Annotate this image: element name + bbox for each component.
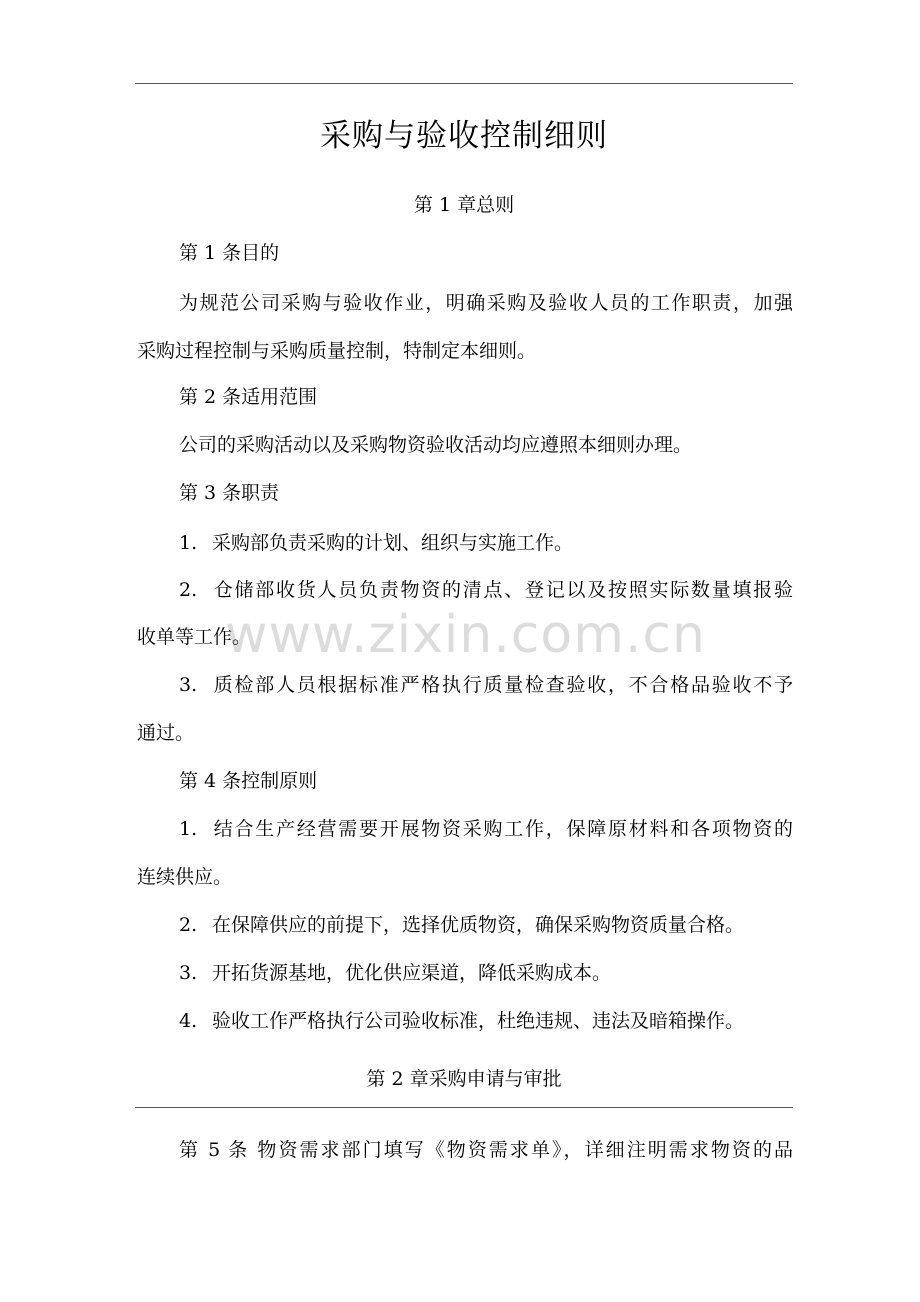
article-1-heading: 第 1 条目的 — [179, 242, 280, 264]
list-number: 4. — [179, 1010, 198, 1032]
article-4-item-4 — [179, 1007, 744, 1035]
list-number: 3. — [179, 674, 198, 696]
list-item-text: 仓储部收货人员负责物资的清点、登记以及按照实际数量填报验 — [212, 579, 793, 601]
article-3-item-2-cont: 收单等工作。 — [137, 626, 252, 648]
top-rule — [135, 83, 793, 84]
document-title: 采购与验收控制细则 — [320, 118, 608, 154]
article-1-line-2: 采购过程控制与采购质量控制，特制定本细则。 — [137, 340, 537, 362]
article-4-item-1-cont: 连续供应。 — [137, 866, 233, 888]
article-4-item-1 — [179, 815, 793, 843]
article-3-heading: 第 3 条职责 — [179, 482, 280, 504]
list-item-text: 开拓货源基地，优化供应渠道，降低采购成本。 — [212, 962, 612, 984]
chapter-2-heading: 第 2 章采购申请与审批 — [366, 1068, 562, 1090]
list-item-text: 结合生产经营需要开展物资采购工作，保障原材料和各项物资的 — [212, 818, 793, 840]
article-3-item-3 — [179, 671, 793, 699]
article-3-item-2 — [179, 576, 793, 604]
article-4-heading: 第 4 条控制原则 — [179, 770, 318, 792]
article-4-item-3 — [179, 959, 611, 987]
list-number: 1. — [179, 818, 198, 840]
article-3-item-1 — [179, 529, 573, 557]
list-item-text: 在保障供应的前提下，选择优质物资，确保采购物资质量合格。 — [212, 914, 745, 936]
list-item-text: 采购部负责采购的计划、组织与实施工作。 — [212, 532, 574, 554]
article-5-line-1: 第 5 条 物资需求部门填写《物资需求单》，详细注明需求物资的品 — [179, 1139, 793, 1161]
list-item-text: 验收工作严格执行公司验收标准，杜绝违规、违法及暗箱操作。 — [212, 1010, 745, 1032]
article-2-heading: 第 2 条适用范围 — [179, 386, 318, 408]
chapter-1-heading: 第 1 章总则 — [413, 194, 515, 216]
article-4-item-2 — [179, 911, 744, 939]
list-number: 3. — [179, 962, 198, 984]
article-3-item-3-cont: 通过。 — [137, 722, 195, 744]
article-2-text: 公司的采购活动以及采购物资验收活动均应遵照本细则办理。 — [179, 434, 693, 456]
list-number: 1. — [179, 532, 198, 554]
list-number: 2. — [179, 914, 198, 936]
list-number: 2. — [179, 579, 198, 601]
article-1-line-1: 为规范公司采购与验收作业，明确采购及验收人员的工作职责，加强 — [179, 292, 793, 314]
list-item-text: 质检部人员根据标准严格执行质量检查验收，不合格品验收不予 — [212, 674, 793, 696]
watermark: www.zixin.com.cn — [225, 605, 706, 665]
section-rule — [135, 1107, 793, 1108]
